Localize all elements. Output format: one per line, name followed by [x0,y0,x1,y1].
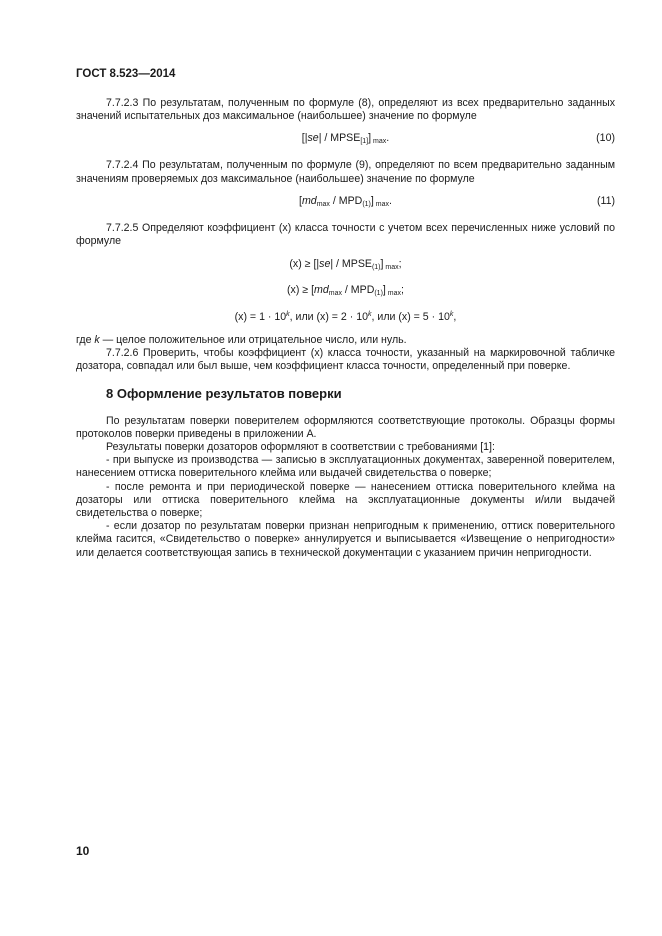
list-item: - после ремонта и при периодической поверке — нанесением оттиска поверительного клейма на дозаторы или оттиска поверительного клейма на эксплуатационные документы и/или выдачей свидетельства о поверке; [76,480,615,520]
condition-md: $(x) \ge [md_{max} / MPD_{(1)}]$ $_{max}$; [287,284,404,298]
clause-7-7-2-4: 7.7.2.4 По результатам, полученным по формуле (9), определяют по всем предварительно заданным значениям проверяемых доз максимальное (наибольшее) значение по формуле [76,159,615,185]
equation-number: (11) [596,194,615,207]
section-paragraph: По результатам поверки поверителем оформляются соответствующие протоколы. Образцы формы протоколов поверки приведены в приложении А. [76,414,615,440]
list-item: - если дозатор по результатам поверки признан непригодным к применению, оттиск поверительного клейма гасится, «Свидетельство о поверке» аннулируется и выписывается «Извещение о непригодности» или делается соответствующая запись в технической документации с указанием причин непригодности. [76,520,615,559]
list-item: - при выпуске из производства — записью в эксплуатационных документах, заверенной поверителем, нанесением оттиска поверительного клейма или выдачей свидетельства о поверке; [76,454,615,480]
page-number: 10 [76,844,90,858]
where-note: где k — целое положительное или отрицательное число, или нуль. [76,333,407,346]
document-header: ГОСТ 8.523—2014 [76,68,176,80]
clause-7-7-2-6: 7.7.2.6 Проверить, чтобы коэффициент (x) класса точности, указанный на маркировочной табличке дозатора, совпадал или был выше, чем коэффициент класса точности, определенный при поверке. [76,347,615,373]
section-heading: 8 Оформление результатов поверки [106,386,342,402]
page-content [76,97,615,560]
equation-number: (10) [596,132,615,145]
condition-powers: $(x) = 1 \cdot 10^k$, или $(x) = 2 \cdot 10^k$, или $(x) = 5 \cdot 10^k$, [234,310,457,323]
formula-11: $[md_{max} / MPD_{(1)}]$ $_{max}$. (11) [299,194,615,208]
formula-10: $[|se| / MPSE_{[1]}]$ $_{max}$. (10) [301,132,615,146]
clause-7-7-2-5: 7.7.2.5 Определяют коэффициент (x) класса точности с учетом всех перечисленных ниже условий по формуле [76,221,615,248]
clause-7-7-2-3: 7.7.2.3 По результатам, полученным по формуле (8), определяют из всех предварительно заданных значений испытательных доз максимальное (наибольшее) значение по формуле [76,97,615,123]
section-paragraph: Результаты поверки дозаторов оформляют в соответствии с требованиями [1]: [106,441,495,454]
condition-se: $(x) \ge [|se| / MPSE_{(1)}]$ $_{max}$; [289,258,402,272]
